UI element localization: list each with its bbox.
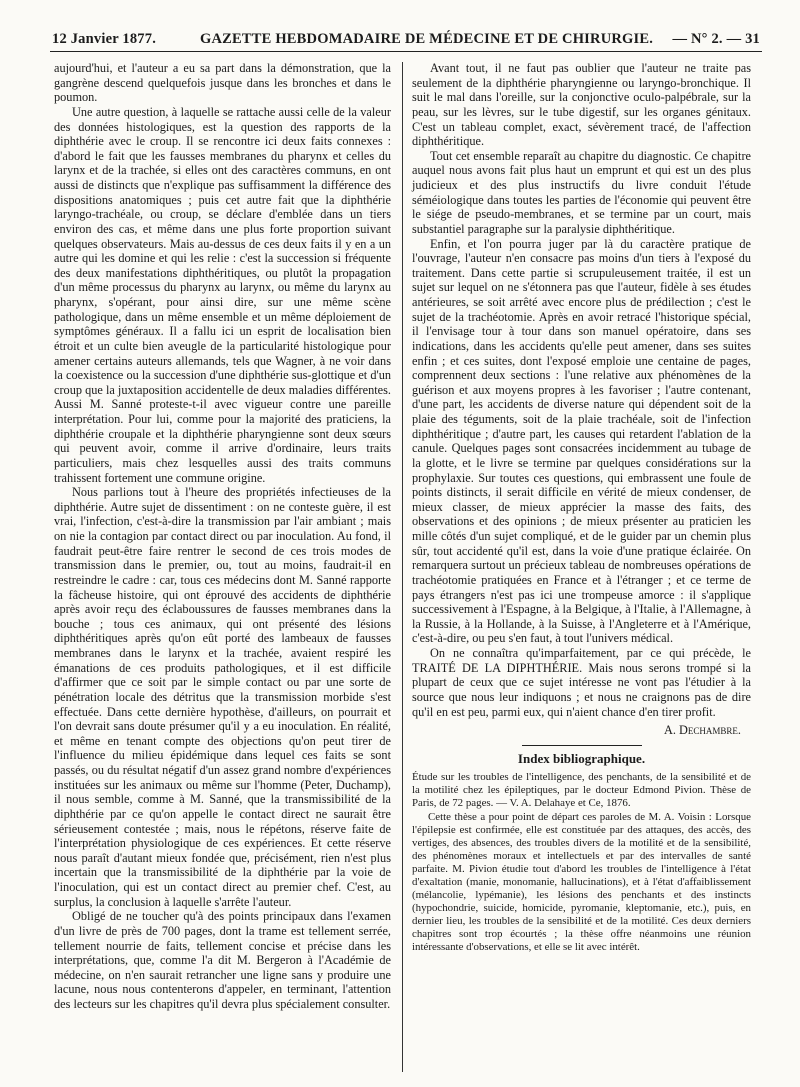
author-signature: A. Dechambre. [664,723,741,738]
left-column [54,61,391,1012]
paragraph: Nous parlions tout à l'heure des propriétés infectieuses de la diphthérie. Autre sujet de dissentiment : on ne conteste guère, il est vrai, l'infection, c'est-à-dire la transmission par l'air ambiant ; mais on nie la contagion par contact direct ou par inoculation. Au fond, il faudrait peut-être faire rentrer le second de ces trois modes de transmission dans le premier, ou, tout au moins, faudrait-il en restreindre le cadre : car, tous ces médecins dont M. Sanné rapporte la fâcheuse histoire, qui ont éprouvé des accidents de diphthérie après avoir reçu des éclaboussures de fausses membranes dans la bouche ; tous ces animaux, qui ont présenté des lésions diphthéritiques après qu'on eût porté des lambeaux de fausses membranes dans le larynx et la trachée, avaient respiré les émanations de ces produits pathologiques, et il est difficile d'affirmer que ce soit par le simple contact ou par une sorte de pénétration locale des détritus que la transmission morbide s'est effectuée. Dans cette dernière hypothèse, d'ailleurs, on pourrait et l'on devrait sans doute présumer qu'il y a eu inoculation. En réalité, et même en tenant compte des objections qu'on peut tirer de l'influence du milieu épidémique dans lequel ces faits se sont passés, ou du résultat négatif d'un assez grand nombre d'expériences instituées sur les animaux ou même sur l'homme (Peter, Duchamp), il nous semble, comme à M. Sanné, que la transmissibilité de la diphthérie par ce qu'on appelle le contact direct ne saurait être sérieusement contestée ; mais, nous le répétons, réserve faite de l'interprétation physiologique de ces expériences. Et cette réserve nous paraît d'autant mieux fondée que, précisément, rien n'est plus incertain que la transmissibilité de la diphthérie par la voie de l'inoculation, qui est un contact direct au premier chef. C'est, au surplus, la conclusion à laquelle s'arrête l'auteur. [54,485,391,909]
paragraph: On ne connaîtra qu'imparfaitement, par ce qui précède, le TRAITÉ DE LA DIPHTHÉRIE. Mais nous serons trompé si la plupart de ceux que ce sujet intéresse ne vont pas l'étudier à la source que nous leur indiquons ; et nous ne craignons pas de dire qu'il en est peu, parmi eux, qui n'aient chance d'en tirer profit. [412,646,751,719]
index-section [412,771,751,954]
section-divider [522,745,642,746]
paragraph: Tout cet ensemble reparaît au chapitre du diagnostic. Ce chapitre auquel nous avons fait plus haut un emprunt et qui est un des plus judicieux et des plus instructifs du livre conduit l'étude séméiologique dans toutes les parties de l'économie qui peuvent être le siége de pseudo-membranes, et se termine par un court, mais substantiel paragraphe sur la paralysie diphthéritique. [412,148,751,236]
issue-number-page: — N° 2. — 31 [672,31,760,47]
paragraph: Avant tout, il ne faut pas oublier que l'auteur ne traite pas seulement de la diphthérie pharyngienne ou laryngo-bronchique. Il suit le mal dans l'oreille, sur la conjonctive oculo-palpébrale, sur la peau, sur les lèvres, sur le tube digestif, sur les organes génitaux. C'est un tableau complet, exact, sévèrement tracé, de l'affection diphthéritique. [412,61,751,149]
issue-date: 12 Janvier 1877. [52,31,157,47]
header-rule [50,51,762,52]
right-column [412,61,751,954]
journal-title: GAZETTE HEBDOMADAIRE DE MÉDECINE ET DE CHIRURGIE. [200,31,654,47]
page-header [52,31,760,49]
paragraph: Une autre question, à laquelle se rattache aussi celle de la valeur des données histologiques, est la question des rapports de la diphthérie avec le croup. Il se rencontre ici deux faits connexes : d'abord le fait que les fausses membranes du pharynx et celles du larynx et de la trachée, si elles ont des caractères communs, en ont aussi de distincts que n'explique pas suffisamment la différence des dispositions anatomiques ; puis cet autre fait que la diphthérie laryngo-trachéale, ou croup, se déclare d'emblée dans un tiers environ des cas, et même dans une plus forte proportion suivant quelques observateurs. Mais au-dessus de ces deux faits il y en a un autre qui les domine et qui les relie : c'est la succession si fréquente des deux manifestations diphthéritiques, ou plutôt la propagation d'un même processus du pharynx au larynx, ou même du larynx au pharynx, s'opérant, pour ainsi dire, sur une même scène pathologique, dans un même ensemble et un même déploiement de symptômes généraux. Il a fallu ici un esprit de localisation bien étroit et un culte bien aveugle de la particularité histologique pour amener certains auteurs allemands, tels que Wagner, à ne voir dans la coexistence ou la succession d'une diphthérie sus-glottique et d'un croup que la juxtaposition accidentelle de deux maladies différentes. Aussi M. Sanné proteste-t-il avec vigueur contre une pareille interprétation. Pour lui, comme pour la majorité des praticiens, la diphthérie croupale et la diphthérie pharyngienne sont deux sœurs qui peuvent avoir, comme il arrive d'ordinaire, leurs traits particuliers, mais chez lesquelles aussi des traits communs trahissent fortement une commune origine. [54,104,391,485]
index-entry-body: Cette thèse a pour point de départ ces paroles de M. A. Voisin : Lorsque l'épilepsie est confirmée, elle est constituée par des attaques, des accès, des vertiges, des absences, des troubles divers de la motilité et de la sensibilité, des phénomènes moraux et intellectuels et par des intervalles de santé parfaite. M. Pivion étudie tout d'abord les troubles de l'intelligence à l'état d'exaltation (manie, monomanie, hallucinations), et à l'état d'affaiblissement (mélancolie, lypémanie), les lésions des penchants et des instincts (hypochondrie, suicide, homicide, pyromanie, kleptomanie, etc.), puis, en dernier lieu, les troubles de la sensibilité et de la motilité. Ces deux derniers chapitres sont trop écourtés ; la thèse offre néanmoins une réunion intéressante d'observations, et elle se lit avec intérêt. [412,810,751,953]
index-entry-head: Étude sur les troubles de l'intelligence, des penchants, de la sensibilité et de la motilité chez les épileptiques, par le docteur Edmond Pivion. Thèse de Paris, de 72 pages. — V. A. Delahaye et Ce, 1876. [412,771,751,810]
paragraph: aujourd'hui, et l'auteur a eu sa part dans la démonstration, que la gangrène descend quelquefois jusque dans les bronches et dans le poumon. [54,61,391,105]
paragraph: Obligé de ne toucher qu'à des points principaux dans l'examen d'un livre de près de 700 pages, dont la trame est tellement serrée, tellement nourrie de faits, tellement concise et précise dans les interprétations, que, comme l'a dit M. Bergeron à l'Académie de médecine, on n'en saurait retrancher une ligne sans y produire une lacune, nous nous contenterons d'appeler, en terminant, l'attention des lecteurs sur les chapitres qu'il devra plus spécialement consulter. [54,909,391,1011]
column-divider [402,62,403,1072]
index-title: Index bibliographique. [517,750,646,766]
paragraph: Enfin, et l'on pourra juger par là du caractère pratique de l'ouvrage, l'auteur n'en consacre pas moins d'un tiers à l'exposé du traitement. Dans cette partie si scrupuleusement traitée, il est un sujet sur lequel on ne s'étonnera pas que l'auteur, fidèle à ses études antérieures, se soit arrêté avec encore plus de prédilection ; c'est le sujet de la trachéotomie. Après en avoir retracé l'historique spécial, il l'envisage tour à tour dans son manuel opératoire, dans ses indications, dans les accidents qu'elle peut amener, dans ses suites enfin ; et ces suites, dont l'exposé emploie une centaine de pages, comprennent deux sections : l'une relative aux phénomènes de la guérison et aux moyens propres à les favoriser ; l'autre contenant, d'une part, les accidents de diverse nature qui dépendent soit de la plaie des téguments, soit de la plaie trachéale, soit de l'infection diphthéritique ; d'autre part, les causes qui retardent l'ablation de la canule. Quelques pages sont consacrées incidemment au tubage de la glotte, et le livre se termine par quelques considérations sur la prophylaxie. Sur toutes ces questions, qui embrassent une foule de points distincts, il serait difficile en vérité de mieux condenser, de mieux classer, de mieux apprécier la masse des faits, des observations et des opinions ; de mieux présenter au praticien les mille côtés d'un sujet compliqué, et de le guider par un chemin plus sûr, tout accidenté qu'il est, dans la voie d'une pratique éclairée. On remarquera surtout un précieux tableau de nombreuses opérations de trachéotomie pratiquées en France et à l'étranger ; et ce terme de pays étrangers n'est pas ici une trompeuse amorce : il s'applique successivement à l'Espagne, à la Belgique, à l'Italie, à l'Allemagne, à la Russie, à la Hollande, à la Suisse, à l'Angleterre et à l'Amérique, c'est-à-dire, ou peu s'en faut, à tout l'univers médical. [412,236,751,646]
